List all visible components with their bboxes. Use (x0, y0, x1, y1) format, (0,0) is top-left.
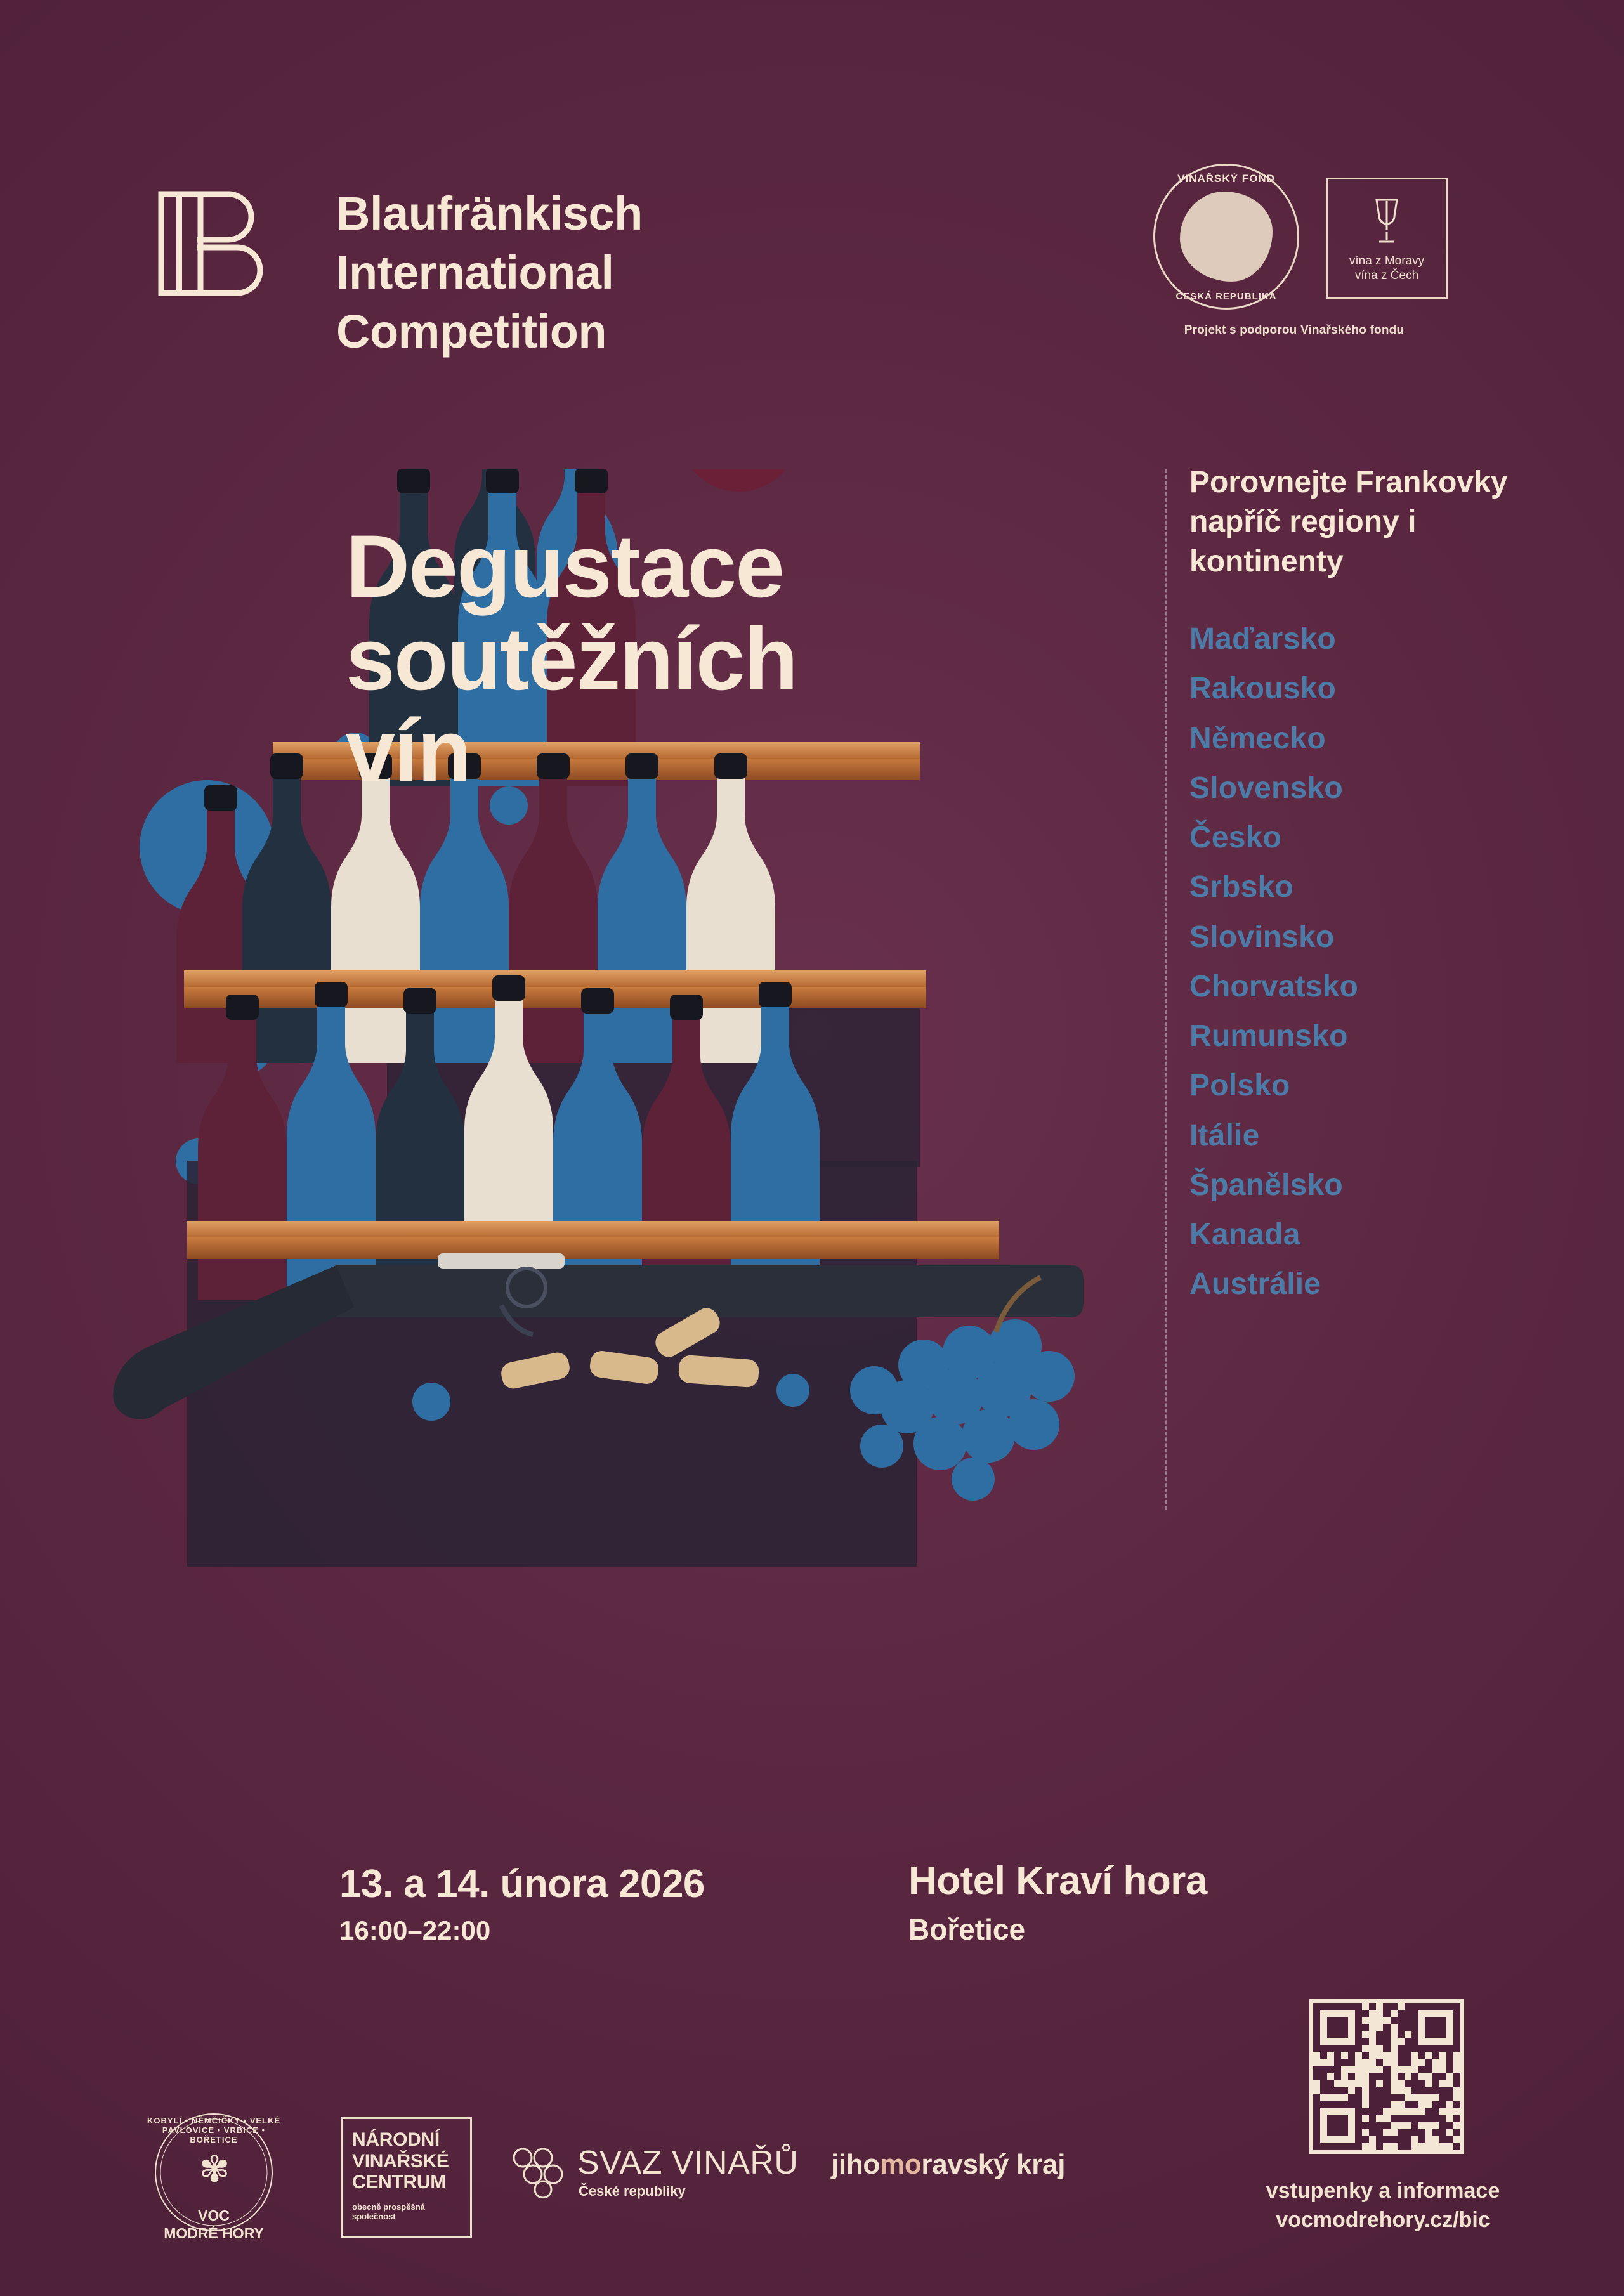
list-item: Rumunsko (1189, 1019, 1348, 1053)
tickets-url[interactable]: vocmodrehory.cz/bic (1276, 2207, 1490, 2232)
svaz-subtitle: České republiky (579, 2183, 686, 2199)
jihomoravsky-kraj-logo (831, 2149, 1065, 2181)
voc-ring-text: KOBYLÍ • NĚMČIČKY • VELKÉ PAVLOVICE • VRBICE • BOŘETICE (147, 2116, 281, 2144)
headline-line2: soutěžních (346, 608, 797, 708)
nvc-line1: NÁRODNÍ (352, 2129, 440, 2150)
list-item: Rakousko (1189, 672, 1337, 706)
voc-name-line1: VOC (198, 2207, 230, 2224)
list-item: Maďarsko (1189, 622, 1336, 656)
grape-cluster-icon (508, 2145, 566, 2198)
vinarsky-fond-stamp-icon (1153, 164, 1299, 310)
stamp-bottom-text: ČESKÁ REPUBLIKA (1175, 291, 1277, 302)
voc-star-icon: ✾ (199, 2149, 230, 2190)
stamp-top-text: VINAŘSKÝ FOND (1177, 173, 1275, 185)
stamp-text (1153, 164, 1299, 310)
countries-lead-text: Porovnejte Frankovky napříč regiony i kontinenty (1189, 466, 1508, 578)
tickets-info (1205, 2177, 1561, 2235)
voc-name (145, 2207, 283, 2242)
nvc-line3: CENTRUM (352, 2172, 446, 2193)
qr-code-cells (1313, 2003, 1460, 2150)
list-item: Slovensko (1189, 771, 1343, 805)
brand-title-line3: Competition (336, 305, 607, 358)
list-item: Česko (1189, 821, 1282, 855)
jmk-prefix: jiho (831, 2149, 881, 2180)
svaz-name: SVAZ VINAŘŮ (577, 2144, 799, 2181)
brand-logo-icon (157, 190, 269, 297)
countries-panel (1189, 463, 1570, 1309)
event-time: 16:00–22:00 (339, 1915, 491, 1945)
tickets-line1: vstupenky a informace (1266, 2179, 1500, 2203)
list-item: Chorvatsko (1189, 969, 1359, 1003)
badge-line2: vína z Čech (1354, 269, 1419, 283)
page-title (346, 516, 1113, 801)
brand-title-line2: International (336, 246, 614, 299)
headline-line3: vín (346, 701, 471, 801)
voc-name-line2: MODRÉ HORY (164, 2224, 264, 2241)
brand-title-line1: Blaufränkisch (336, 187, 643, 240)
brand-title (336, 184, 643, 362)
list-item: Španělsko (1189, 1168, 1343, 1202)
jmk-highlight: mo (880, 2149, 922, 2180)
wine-glass-icon (1369, 196, 1405, 244)
qr-code[interactable] (1309, 1999, 1464, 2154)
event-city: Bořetice (908, 1913, 1026, 1946)
event-venue: Hotel Kraví hora (908, 1859, 1207, 1903)
headline-line1: Degustace (346, 516, 784, 616)
vertical-dashed-divider (1165, 469, 1167, 1510)
list-item: Německo (1189, 721, 1326, 755)
jmk-suffix: ravský kraj (921, 2149, 1066, 2180)
event-date: 13. a 14. února 2026 (339, 1862, 705, 1906)
list-item: Polsko (1189, 1069, 1290, 1103)
list-item: Austrálie (1189, 1267, 1321, 1301)
list-item: Srbsko (1189, 870, 1293, 904)
wines-of-moravia-badge (1326, 178, 1448, 299)
list-item: Slovinsko (1189, 920, 1335, 954)
voc-modre-hory-logo (145, 2112, 284, 2252)
nvc-line2: VINAŘSKÉ (352, 2150, 449, 2172)
country-list (1189, 615, 1570, 1309)
nvc-subtitle: obecně prospěšná společnost (352, 2201, 425, 2222)
list-item: Itálie (1189, 1118, 1260, 1152)
support-caption: Projekt s podporou Vinařského fondu (1184, 323, 1405, 337)
list-item: Kanada (1189, 1217, 1300, 1251)
narodni-vinarske-centrum-logo (341, 2117, 472, 2238)
badge-text (1328, 254, 1446, 284)
badge-line1: vína z Moravy (1349, 254, 1425, 268)
